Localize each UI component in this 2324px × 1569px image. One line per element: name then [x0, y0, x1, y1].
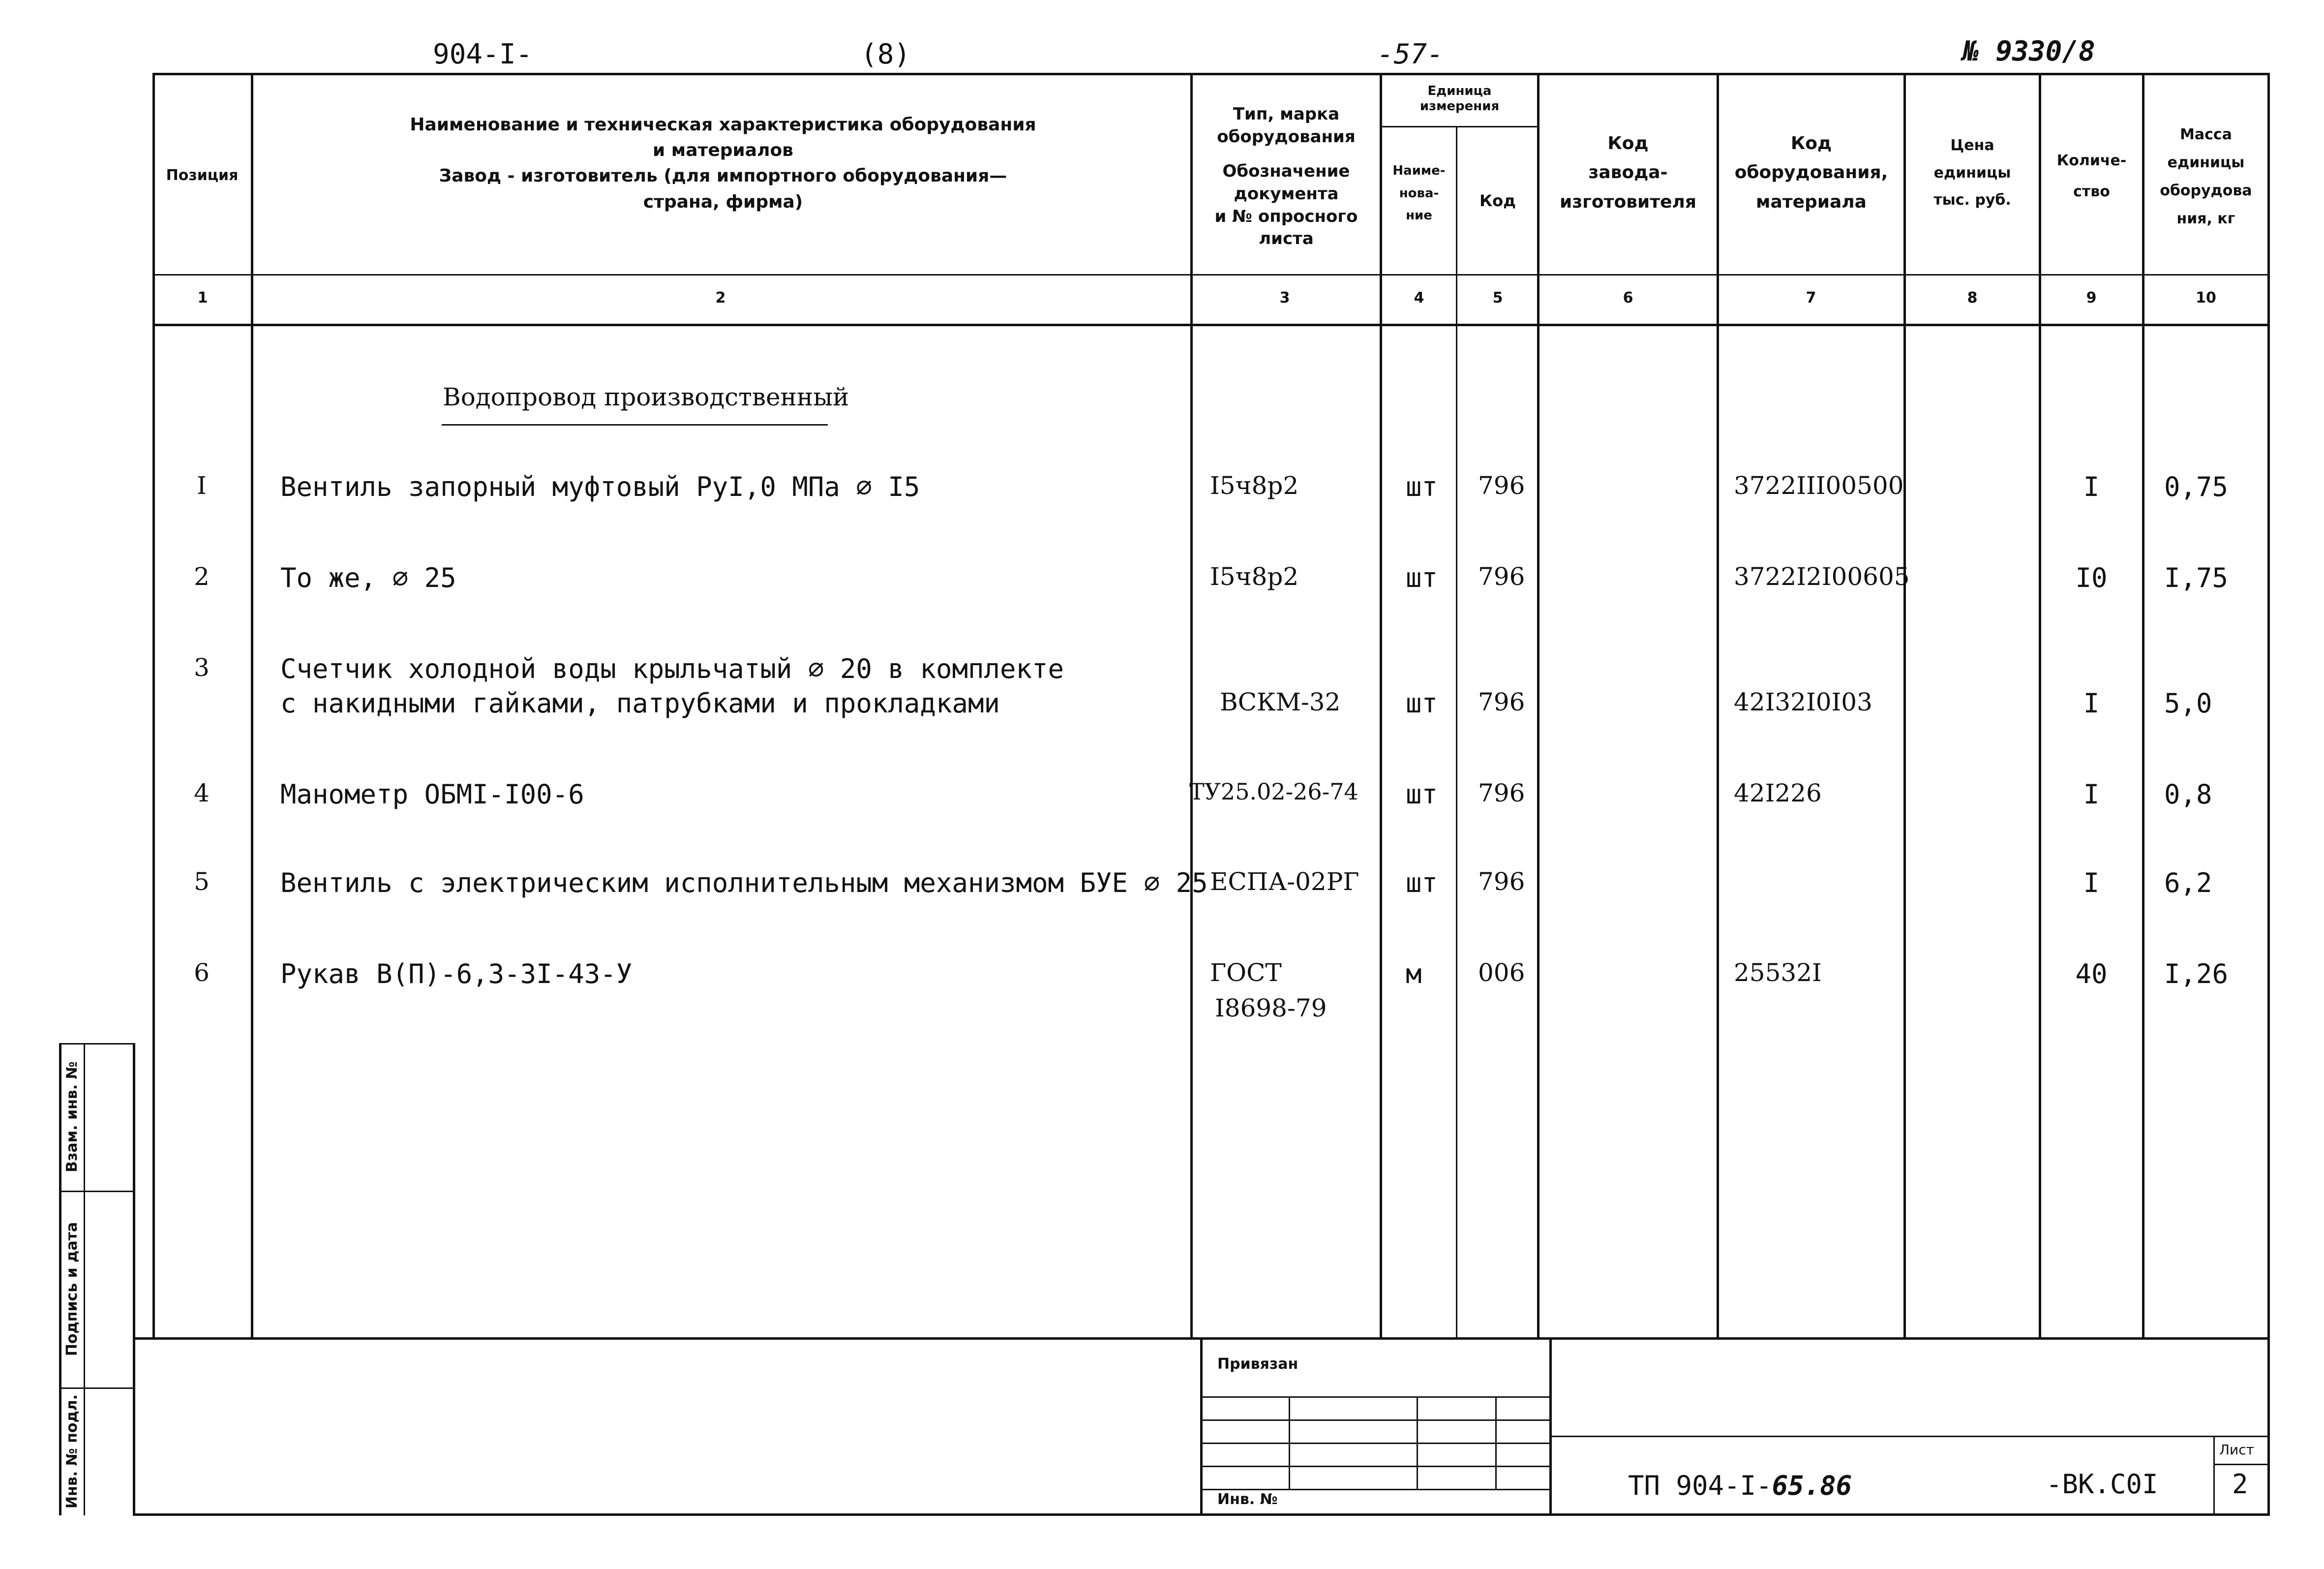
cell-pos: I [197, 471, 207, 500]
cell-pos: 2 [194, 562, 210, 591]
cell-name: Счетчик холодной воды крыльчатый ∅ 20 в комплекте [280, 653, 1064, 684]
cell-qty: I [2083, 867, 2100, 898]
cell-type-line2: I8698-79 [1215, 994, 1327, 1022]
column-number: 4 [1414, 289, 1424, 307]
cell-unit: шт [1406, 562, 1438, 593]
cell-name-line2: с накидными гайками, патрубками и прокладками [280, 688, 1000, 719]
cell-type: ЕСПА-02РГ [1210, 867, 1359, 896]
cell-pos: 4 [194, 779, 210, 807]
document-number: № 9330/8 [1962, 35, 2095, 67]
cell-mass: I,26 [2164, 958, 2229, 989]
sheet-number: 2 [2232, 1469, 2248, 1500]
sign-date-label: Подпись и дата [63, 1222, 81, 1356]
cell-code: 796 [1478, 867, 1525, 896]
inv-number-label: Инв. № [1217, 1491, 1278, 1508]
column-number: 10 [2196, 289, 2216, 307]
cell-code: 796 [1478, 562, 1525, 591]
column-number: 7 [1806, 289, 1816, 307]
header-unit: Единица измерения [1419, 84, 1500, 114]
cell-qty: 40 [2075, 958, 2108, 989]
header-position: Позиция [166, 167, 239, 184]
cell-mat: 3722III00500 [1734, 471, 1904, 500]
header-quantity: Количе- ство [2056, 152, 2127, 200]
cell-qty: I0 [2075, 562, 2108, 593]
page-number: -57- [1377, 38, 1444, 70]
cell-code: 796 [1478, 471, 1525, 500]
column-number: 1 [197, 289, 208, 307]
header-price: Цена единицы тыс. руб. [1933, 137, 2011, 209]
cell-unit: шт [1406, 688, 1438, 719]
cell-mat: 3722I2I00605 [1734, 562, 1910, 591]
column-number: 8 [1967, 289, 1978, 307]
column-number: 2 [715, 289, 726, 307]
cell-type: I5ч8р2 [1210, 471, 1299, 500]
section-title-underline [442, 424, 828, 426]
cell-name: Вентиль с электрическим исполнительным механизмом БУЕ ∅ 25 [280, 867, 1208, 898]
cell-pos: 5 [194, 867, 210, 896]
cell-type: I5ч8р2 [1210, 562, 1299, 591]
inv-exchange-label: Взам. инв. № [63, 1061, 81, 1172]
cell-code: 796 [1478, 688, 1525, 716]
cell-type: ГОСТ [1210, 958, 1282, 987]
cell-mat: 25532I [1734, 958, 1822, 987]
cell-qty: I [2083, 471, 2100, 502]
header-unit-code: Код [1479, 191, 1516, 210]
cell-pos: 3 [194, 653, 210, 682]
inv-original-label: Инв. № подл. [63, 1394, 81, 1509]
drawing-designation: ТП 904-I-65.86 [1628, 1470, 1852, 1501]
header-unit-name: Наиме- нова- ние [1392, 163, 1446, 223]
cell-qty: I [2083, 779, 2100, 810]
cell-qty: I [2083, 688, 2100, 719]
cell-code: 796 [1478, 779, 1525, 807]
cell-mass: I,75 [2164, 562, 2229, 593]
cell-mass: 6,2 [2164, 867, 2212, 898]
drawing-suffix: -ВК.С0I [2046, 1469, 2158, 1500]
cell-code: 006 [1478, 958, 1525, 987]
header-factory-code: Код завода- изготовителя [1559, 133, 1697, 212]
cell-unit: м [1406, 958, 1422, 989]
cell-unit: шт [1406, 867, 1438, 898]
column-number: 5 [1492, 289, 1503, 307]
cell-name: То же, ∅ 25 [280, 562, 456, 593]
designation-handwritten: 65.86 [1772, 1470, 1852, 1501]
cell-type: ТУ25.02-26-74 [1189, 778, 1358, 805]
header-mass: Масса единицы оборудова ния, кг [2160, 126, 2252, 227]
section-title: Водопровод производственный [443, 383, 849, 411]
header-type: Тип, марка оборудования Обозначение документа и № опросного листа [1214, 104, 1358, 249]
cell-mass: 5,0 [2164, 688, 2212, 719]
privyazan-label: Привязан [1217, 1355, 1298, 1373]
cell-unit: шт [1406, 471, 1438, 502]
column-number: 6 [1623, 289, 1633, 307]
cell-mat: 42I226 [1734, 779, 1822, 807]
cell-mass: 0,75 [2164, 471, 2229, 502]
part-number: (8) [861, 38, 911, 70]
sheet-label: Лист [2219, 1442, 2254, 1458]
column-number: 3 [1279, 289, 1290, 307]
cell-name: Рукав В(П)-6,3-3I-43-У [280, 958, 633, 989]
header-name: Наименование и техническая характеристика оборудования и материалов Завод - изготовитель (для импортного оборудования— страна, фирма) [410, 115, 1036, 212]
column-number: 9 [2086, 289, 2097, 307]
header-material-code: Код оборудования, материала [1734, 133, 1888, 212]
cell-name: Манометр ОБМI-I00-6 [280, 779, 584, 810]
cell-name: Вентиль запорный муфтовый РуI,0 МПа ∅ I5 [280, 471, 920, 502]
cell-pos: 6 [194, 958, 210, 987]
series-code: 904-I- [433, 38, 533, 70]
cell-unit: шт [1406, 779, 1438, 810]
cell-mat: 42I32I0I03 [1734, 688, 1872, 716]
cell-mass: 0,8 [2164, 779, 2212, 810]
cell-type: ВСКМ-32 [1220, 688, 1341, 716]
